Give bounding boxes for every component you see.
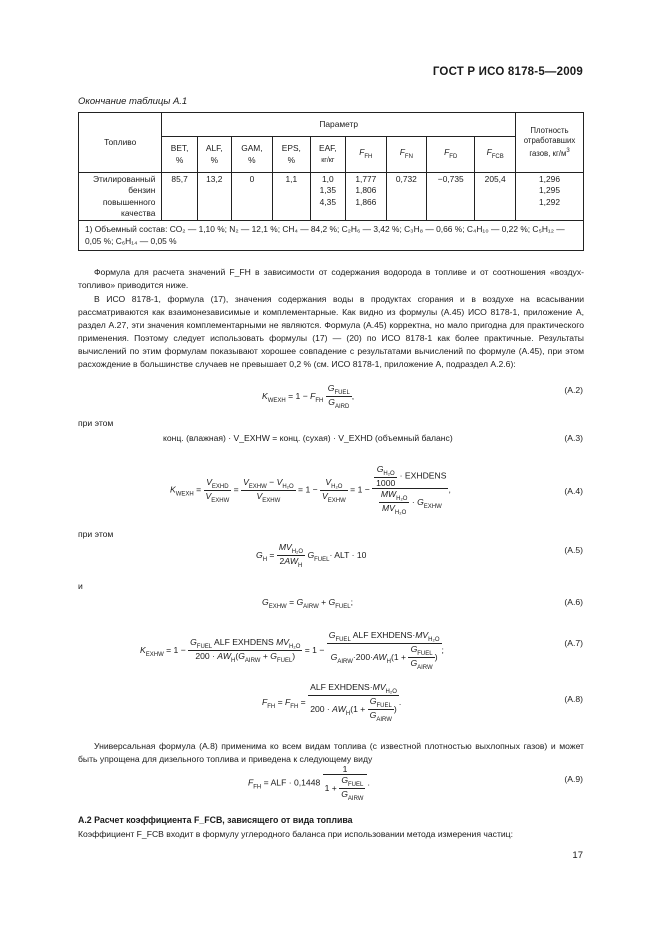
document-header: ГОСТ Р ИСО 8178-5—2009 <box>432 66 583 78</box>
cell-ffn: 0,732 <box>386 173 427 221</box>
header-ffd: $F_{FD}$ <box>427 137 475 173</box>
equation-a7: $K_{EXHW} = 1$ − $\frac{G_{FUEL} ALF EXHDENS MV_{H_2O}}{200 \cdot AW_H(G_{AIRW} + G_{FUEL})}$ = 1 − $G_{FUEL}$ ALF $EXHDENS\cdot MV_{H_2O}$ $G_{AIRW}\cdot 200\cdot AW_H(1$ + $\frac{G_{FUEL}}{G_{AIRW}}$ ) ; <box>140 630 444 671</box>
equation-a4: $K_{WEXH}$ = $\frac{V_{EXHD}}{V_{EXHW}}$ = $\frac{V_{EXHW} - V_{H_2O}}{V_{EXHW}}$ = 1 − $\frac{V_{H_2O}}{V_{EXHW}}$ = 1 − $\frac{G_{H_2O}}{1000}$ · EXHDENS $\frac{MW_{H_2O}}{MV_{H_2O}}$ · $G_{EXHW}$ , <box>170 464 451 516</box>
header-alf: ALF, % <box>197 137 231 173</box>
eq-label-a2: (А.2) <box>564 385 583 395</box>
cell-gam: 0 <box>231 173 272 221</box>
header-ffn: $F_{FN}$ <box>386 137 427 173</box>
paragraph-universal: Универсальная формула (А.8) применима ко всем видам топлива (с известной плотностью выхлопных газов) и может быть упрощена для дизельного топлива и приведена к следующему виду <box>78 741 584 764</box>
paragraph-iso: В ИСО 8178-1, формула (17), значения содержания воды в продуктах сгорания и в воздухе на всасывании рассматриваются как взаимонезависимые и комплементарные. Как видно из формулы (А.45) ИСО 8178-1, приложение А, раздел А.27, эти значения комплементарными не являются. Формула (А.45) корректна, но мало пригодна для практического применения. Поэтому следует использовать формулы (17) — (20) по ИСО 8178-1 как более практичные. Результаты вычислений по этим формулам показывают хорошее совпадение с результатами вычислений по формуле (А.45), при этом расхождение в большинстве случаев не превышает 0,2 % (см. ИСО 8178-1, приложение А, подраздел А.2.6): <box>78 294 584 369</box>
cell-alf: 13,2 <box>197 173 231 221</box>
equation-a2: $K_{WEXH} = 1 - F_{FH}$ $\frac{G_{FUEL}}{G_{AIRD}}$ , <box>262 383 355 410</box>
paragraph-ffcb: Коэффициент F_FCB входит в формулу углеродного баланса при использовании метода измерения частиц: <box>78 829 513 839</box>
header-gam: GAM, % <box>231 137 272 173</box>
header-ffh: $F_{FH}$ <box>346 137 387 173</box>
paragraph-intro: Формула для расчета значений F_FH в зависимости от содержания водорода в топливе и от соотношения «воздух-топливо» приводится ниже. <box>78 267 584 290</box>
header-eps: EPS, % <box>273 137 311 173</box>
header-density: Плотность отработавших газов, $кг/м^3$ <box>516 113 584 173</box>
cell-ffd: −0,735 <box>427 173 475 221</box>
equation-a6: $G_{EXHW} = G_{AIRW} + G_{FUEL}$; <box>262 597 353 610</box>
cell-ffh: 1,777 1,806 1,866 <box>346 173 387 221</box>
eq-label-a9: (А.9) <box>564 774 583 784</box>
text-where-1: при этом <box>78 418 114 428</box>
eq-label-a4: (А.4) <box>564 486 583 496</box>
eq-label-a5: (А.5) <box>564 545 583 555</box>
eq-label-a3: (А.3) <box>564 433 583 443</box>
eq-label-a6: (А.6) <box>564 597 583 607</box>
cell-fuel: Этилированный бензин повышенного качества <box>79 173 162 221</box>
cell-eaf: 1,0 1,35 4,35 <box>310 173 345 221</box>
text-where-2: при этом <box>78 529 114 539</box>
cell-density: 1,296 1,295 1,292 <box>516 173 584 221</box>
cell-bet: 85,7 <box>162 173 197 221</box>
table-caption: Окончание таблицы А.1 <box>78 96 188 107</box>
page-number: 17 <box>572 850 583 861</box>
header-ffcb: $F_{FCB}$ <box>475 137 516 173</box>
equation-a3: конц. (влажная) · V_EXHW = конц. (сухая) · V_EXHD (объемный баланс) <box>163 433 453 443</box>
cell-eps: 1,1 <box>273 173 311 221</box>
cell-ffcb: 205,4 <box>475 173 516 221</box>
table-footnote: 1) Объемный состав: CO₂ — 1,10 %; N₂ — 12,1 %; CH₄ — 84,2 %; C₂H₆ — 3,42 %; C₃H₈ — 0,66 %; C₄H₁₀ — 0,22 %; C₅H₁₂ — 0,05 %; C₆H₁₄ — 0,05 % <box>79 221 584 251</box>
header-fuel: Топливо <box>79 113 162 173</box>
fuel-parameters-table <box>78 112 584 251</box>
eq-label-a7: (А.7) <box>564 638 583 648</box>
header-bet: BET, % <box>162 137 197 173</box>
header-eaf: EAF, кг/кг <box>310 137 345 173</box>
equation-a9: $F_{FH}$ = ALF · 0,1448 1 1 + $\frac{G_{FUEL}}{G_{AIRW}}$ . <box>248 764 370 802</box>
eq-label-a8: (А.8) <box>564 694 583 704</box>
equation-a5: $G_H$ = $\frac{MV_{H_2O}}{2AW_H}$ $G_{FUEL}\cdot$ ALT · 10 <box>256 542 367 569</box>
header-parameter: Параметр <box>162 113 516 137</box>
section-title-a2: А.2 Расчет коэффициента F_FCB, зависящего от вида топлива <box>78 815 353 825</box>
text-and: и <box>78 581 83 591</box>
equation-a8: $F_{FH} = F_{FH}$ = ALF $EXHDENS\cdot MV_{H_2O}$ $200 \cdot AW_H(1$ + $\frac{G_{FUEL}}{G_{AIRW}}$ ) . <box>262 682 402 723</box>
